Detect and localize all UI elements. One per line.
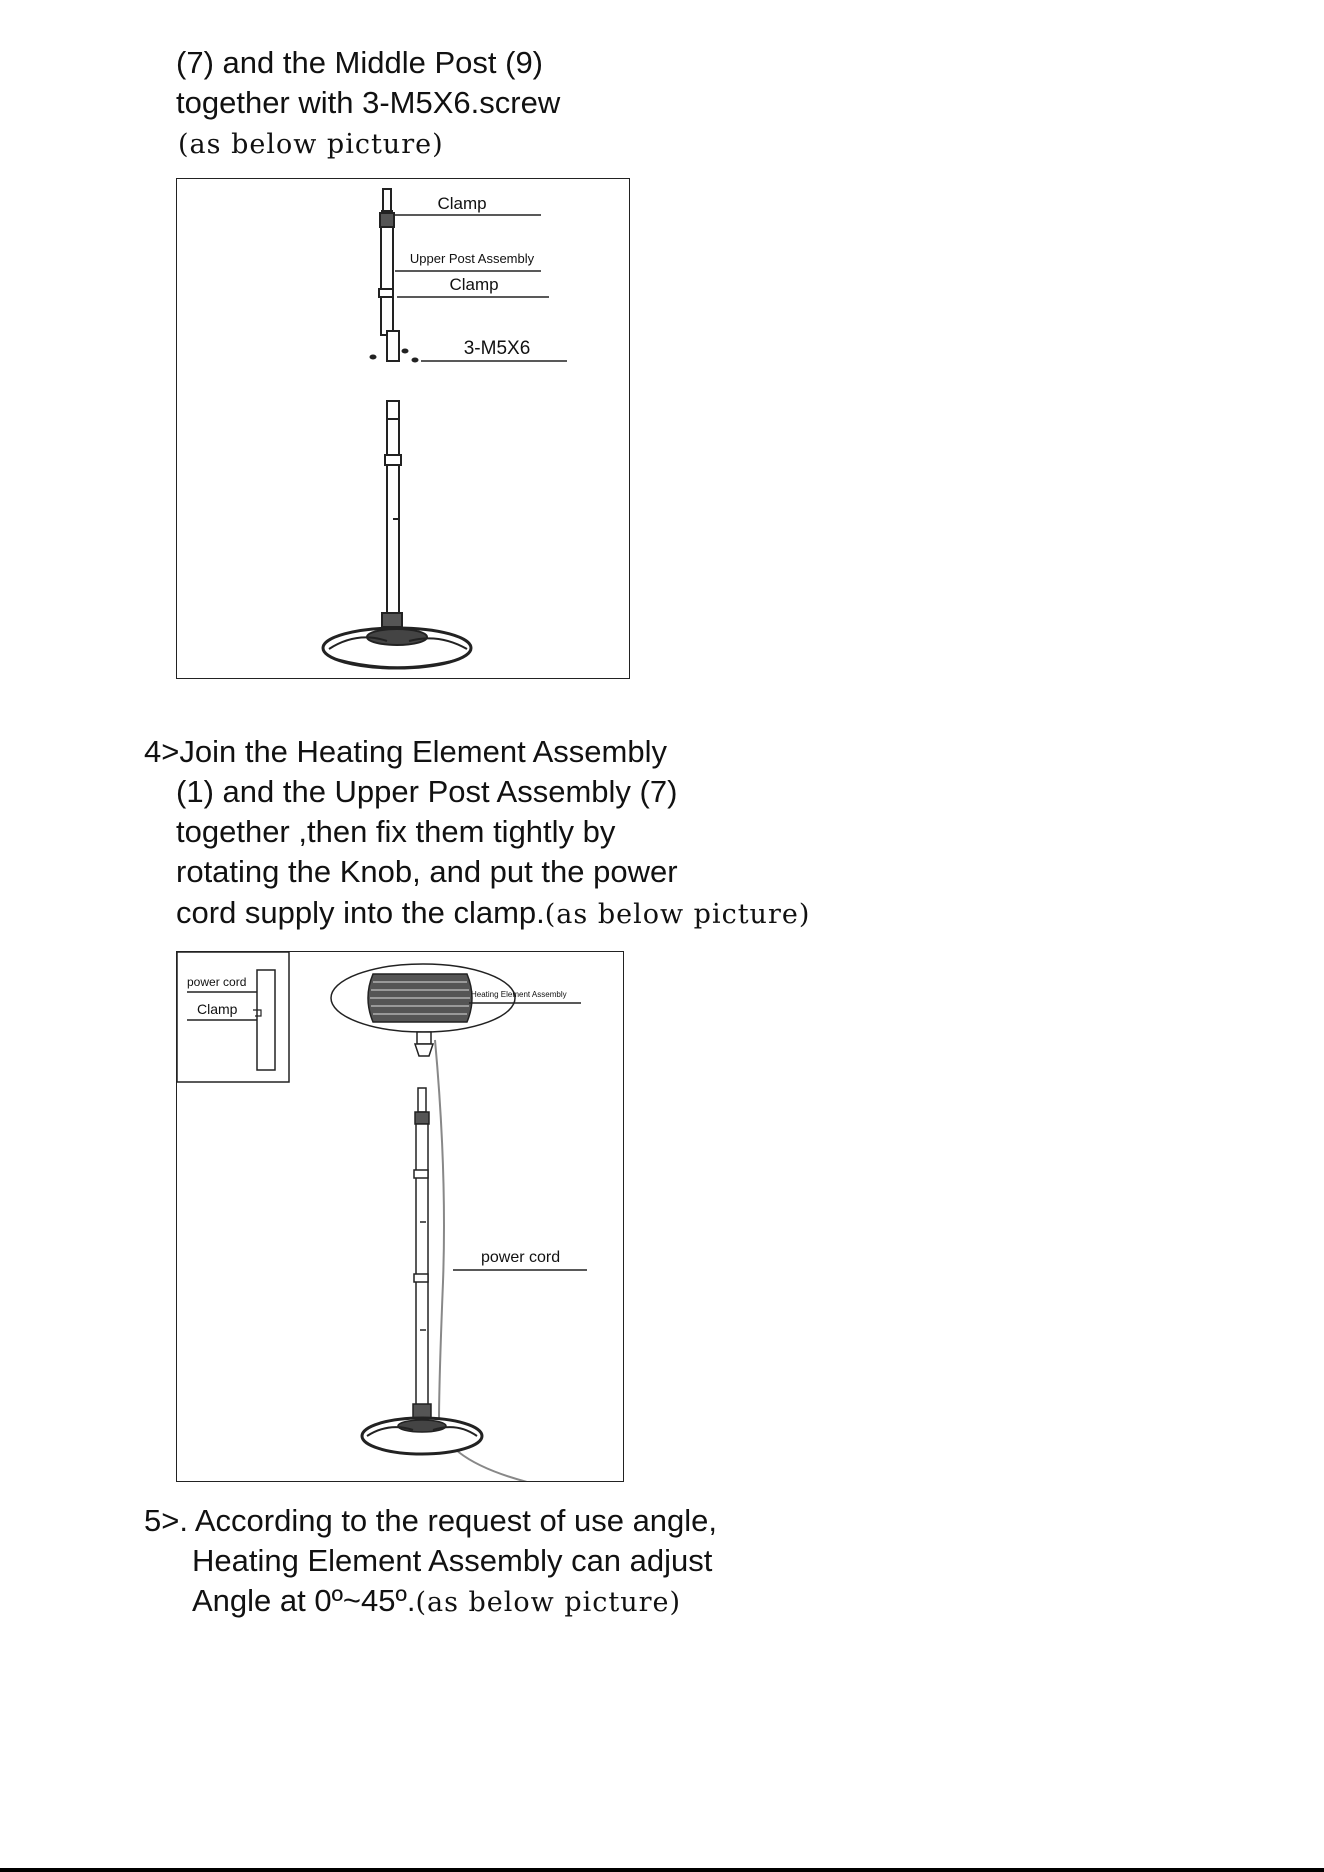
step4-line-1: 4>Join the Heating Element Assembly bbox=[144, 734, 667, 769]
post-assembly-diagram bbox=[177, 179, 629, 678]
step4-line-5-note: (as below picture) bbox=[544, 899, 811, 930]
heater-assembly-diagram bbox=[177, 952, 623, 1481]
step3-line-2: together with 3-M5X6.screw bbox=[176, 85, 561, 120]
inset-label-power-cord: power cord bbox=[187, 975, 247, 989]
page-bottom-rule bbox=[0, 1868, 1324, 1872]
step4-line-5 bbox=[176, 894, 810, 934]
step4-line-3: together ,then fix them tightly by bbox=[176, 814, 616, 849]
step4-line-4: rotating the Knob, and put the power bbox=[176, 854, 678, 889]
step3-line-3: (as below picture) bbox=[178, 129, 444, 160]
label-screws: 3-M5X6 bbox=[463, 338, 531, 359]
step5-line-3-text: Angle at 0º~45º. bbox=[192, 1583, 416, 1618]
figure-post-assembly bbox=[176, 178, 630, 679]
step5-line-3 bbox=[192, 1582, 681, 1622]
label-clamp-bottom: Clamp bbox=[449, 275, 499, 294]
label-clamp-top: Clamp bbox=[437, 194, 487, 213]
step4-line-2: (1) and the Upper Post Assembly (7) bbox=[176, 774, 678, 809]
screw-1 bbox=[370, 355, 377, 360]
figure-heater-assembly bbox=[176, 951, 624, 1482]
step5-line-2: Heating Element Assembly can adjust bbox=[192, 1543, 713, 1578]
step5-line-1: 5>. According to the request of use angle, bbox=[144, 1503, 718, 1538]
screw-3 bbox=[412, 358, 419, 363]
screw-2 bbox=[402, 349, 409, 354]
step3-line-1: (7) and the Middle Post (9) bbox=[176, 45, 544, 80]
step4-line-5-text: cord supply into the clamp. bbox=[176, 895, 545, 930]
step5-line-3-note: (as below picture) bbox=[415, 1587, 682, 1618]
inset-label-clamp: Clamp bbox=[197, 1001, 238, 1017]
label-power-cord: power cord bbox=[481, 1249, 561, 1266]
label-upper-post-assembly: Upper Post Assembly bbox=[409, 251, 535, 266]
label-heating-element-assembly: Heating Element Assembly bbox=[471, 990, 567, 999]
